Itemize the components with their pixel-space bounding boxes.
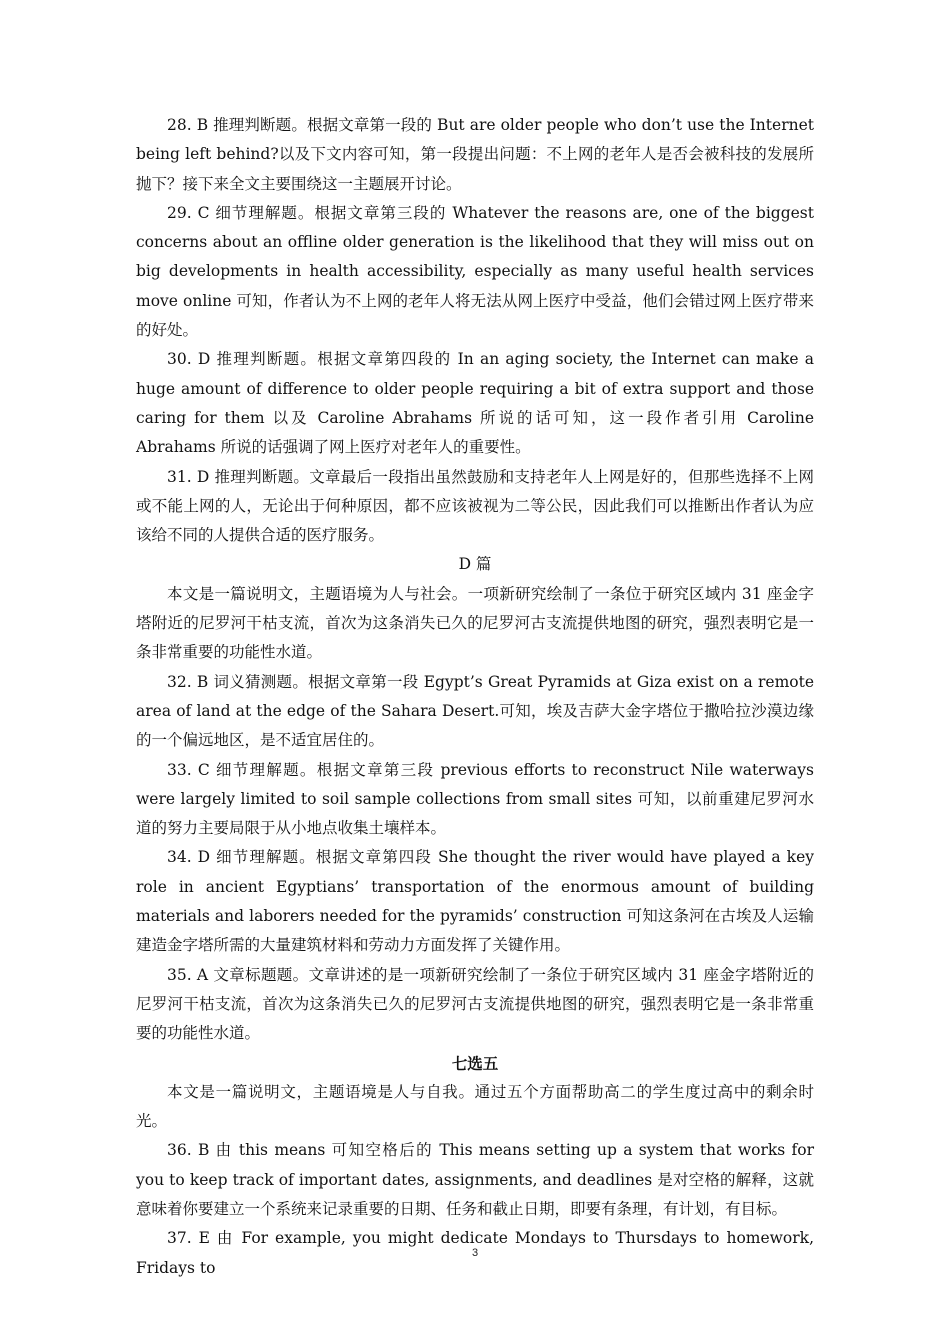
seven-choose-five-heading: 七选五 [451,1053,499,1073]
answer-28-explanation: 28. B 推理判断题。根据文章第一段的 But are older people who don’t use the Internet being left behind?以及下文内容可知，第一段提出问题：不上网的老年人是否会被科技的发展所抛下？接下来全文主要围绕这一主题展开讨论。 [136,116,814,193]
answer-30-explanation: 30. D 推理判断题。根据文章第四段的 In an aging society, the Internet can make a huge amount of difference to older people requiring a bit of extra support and those caring for them 以及 Caroline Abrahams 所说的话可知，这一段作者引用 Caroline Abrahams 所说的话强调了网上医疗对老年人的重要性。 [136,350,814,457]
answer-34-explanation: 34. D 细节理解题。根据文章第四段 She thought the river would have played a key role in ancient Egyptians’ transportation of the enormous amount of building materials and laborers needed for the pyramids’ construction 可知这条河在古埃及人运输建造金字塔所需的大量建筑材料和劳动力方面发挥了关键作用。 [136,848,814,955]
document-body [136,111,814,1283]
answer-37-explanation: 37. E 由 For example, you might dedicate Mondays to Thursdays to homework, Fridays to [136,1229,814,1277]
answer-32-explanation: 32. B 词义猜测题。根据文章第一段 Egypt’s Great Pyramids at Giza exist on a remote area of land at the edge of the Sahara Desert.可知，埃及吉萨大金字塔位于撒哈拉沙漠边缘的一个偏远地区，是不适宜居住的。 [136,672,814,750]
section-d-summary: 本文是一篇说明文，主题语境为人与社会。一项新研究绘制了一条位于研究区域内 31 座金字塔附近的尼罗河干枯支流，首次为这条消失已久的尼罗河古支流提供地图的研究，强烈表明它是一条非常重要的功能性水道。 [136,584,814,662]
answer-36-explanation: 36. B 由 this means 可知空格后的 This means setting up a system that works for you to keep track of important dates, assignments, and deadlines 是对空格的解释，这就意味着你要建立一个系统来记录重要的日期、任务和截止日期，即要有条理，有计划，有目标。 [136,1141,814,1218]
section-d-heading: D 篇 [458,555,492,574]
page-number: 3 [471,1247,479,1259]
answer-33-explanation: 33. C 细节理解题。根据文章第三段 previous efforts to reconstruct Nile waterways were largely limited to soil sample collections from small sites 可知，以前重建尼罗河水道的努力主要局限于从小地点收集土壤样本。 [136,760,814,838]
answer-35-explanation: 35. A 文章标题题。文章讲述的是一项新研究绘制了一条位于研究区域内 31 座金字塔附近的尼罗河干枯支流，首次为这条消失已久的尼罗河古支流提供地图的研究，强烈表明它是一条非常重要的功能性水道。 [136,965,814,1043]
seven-choose-five-summary: 本文是一篇说明文，主题语境是人与自我。通过五个方面帮助高二的学生度过高中的剩余时光。 [136,1082,814,1131]
answer-31-explanation: 31. D 推理判断题。文章最后一段指出虽然鼓励和支持老年人上网是好的，但那些选择不上网或不能上网的人，无论出于何种原因，都不应该被视为二等公民，因此我们可以推断出作者认为应该给不同的人提供合适的医疗服务。 [136,467,814,545]
answer-29-explanation: 29. C 细节理解题。根据文章第三段的 Whatever the reasons are, one of the biggest concerns about an offline older generation is the likelihood that they will miss out on big developments in health accessibility, especially as many useful health services move online 可知，作者认为不上网的老年人将无法从网上医疗中受益，他们会错过网上医疗带来的好处。 [136,203,814,340]
